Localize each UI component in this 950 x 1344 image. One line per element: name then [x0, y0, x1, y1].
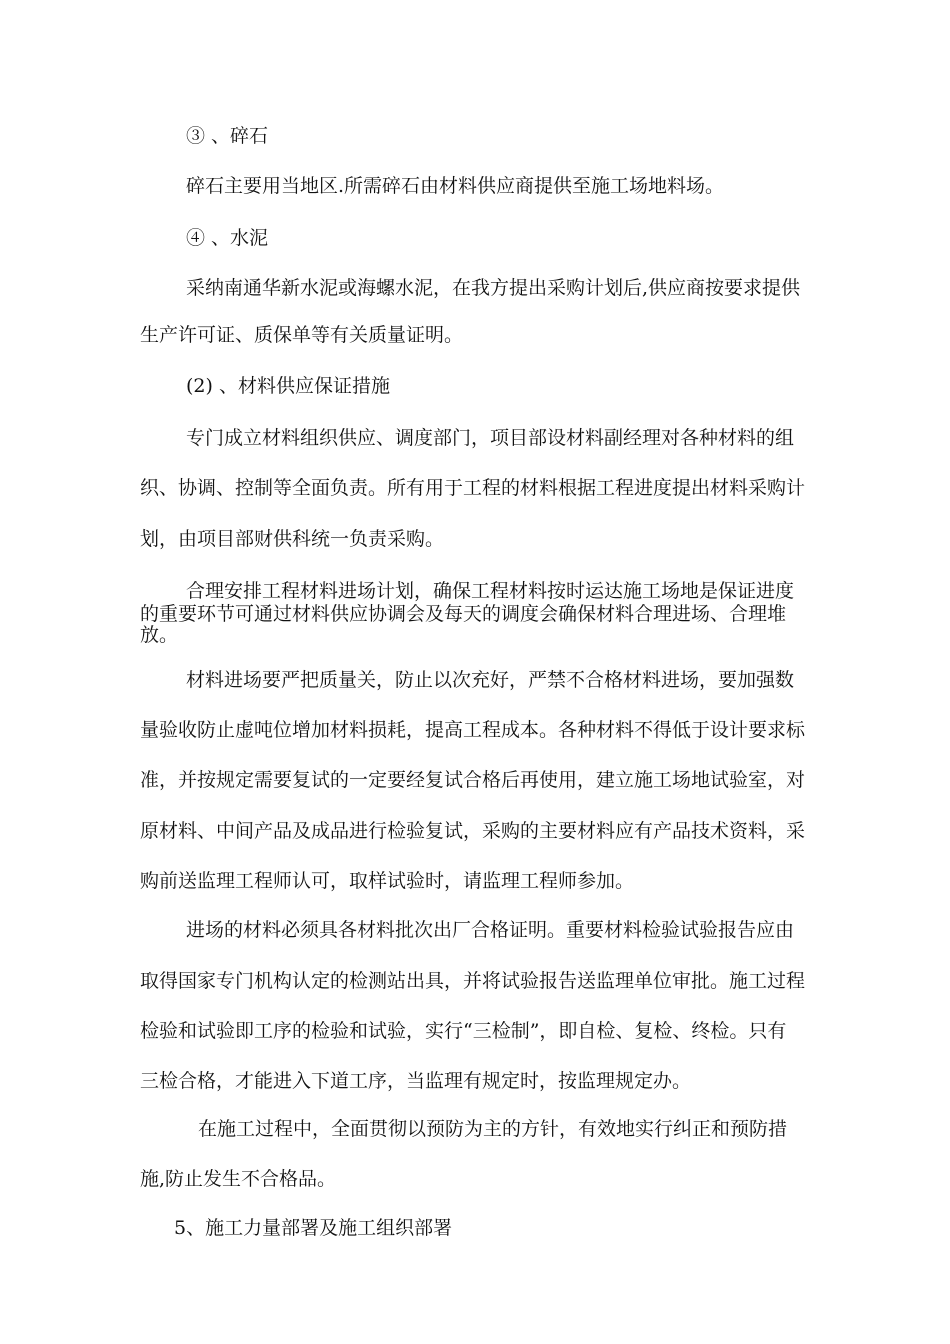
- section-heading-deployment: 5、施工力量部署及施工组织部署: [174, 1217, 453, 1239]
- paragraph-certificate-line: 取得国家专门机构认定的检测站出具，并将试验报告送监理单位审批。施工过程: [140, 970, 806, 992]
- paragraph-plan-line: 放。: [140, 624, 179, 646]
- paragraph-quality-line: 准，并按规定需要复试的一定要经复试合格后再使用，建立施工场地试验室，对: [140, 769, 806, 791]
- paragraph-plan-line: 的重要环节可通过材料供应协调会及每天的调度会确保材料合理进场、合理堆: [140, 603, 787, 625]
- paragraph-quality-line: 购前送监理工程师认可，取样试验时，请监理工程师参加。: [140, 870, 635, 892]
- paragraph-quality-line: 量验收防止虚吨位增加材料损耗，提高工程成本。各种材料不得低于设计要求标: [140, 719, 806, 741]
- paragraph-certificate-line: 三检合格，才能进入下道工序，当监理有规定时，按监理规定办。: [140, 1070, 692, 1092]
- paragraph-plan-line: 合理安排工程材料进场计划，确保工程材料按时运达施工场地是保证进度: [186, 580, 795, 602]
- section-heading-supply-measures: (2) 、材料供应保证措施: [186, 375, 390, 397]
- paragraph-quality-line: 原材料、中间产品及成品进行检验复试，采购的主要材料应有产品技术资料，采: [140, 820, 806, 842]
- paragraph-cement-line: 生产许可证、质保单等有关质量证明。: [140, 324, 464, 346]
- paragraph-certificate-line: 进场的材料必须具各材料批次出厂合格证明。重要材料检验试验报告应由: [186, 919, 795, 941]
- section-heading-gravel: ③ 、碎石: [186, 125, 269, 147]
- paragraph-cement-line: 采纳南通华新水泥或海螺水泥，在我方提出采购计划后,供应商按要求提供: [186, 277, 801, 299]
- paragraph-dept-line: 划，由项目部财供科统一负责采购。: [140, 528, 445, 550]
- paragraph-prevention-line: 在施工过程中，全面贯彻以预防为主的方针，有效地实行纠正和预防措: [198, 1118, 788, 1140]
- paragraph-dept-line: 专门成立材料组织供应、调度部门，项目部设材料副经理对各种材料的组: [186, 427, 795, 449]
- paragraph-gravel: 碎石主要用当地区.所需碎石由材料供应商提供至施工场地料场。: [186, 175, 725, 197]
- paragraph-dept-line: 织、协调、控制等全面负责。所有用于工程的材料根据工程进度提出材料采购计: [140, 477, 806, 499]
- section-heading-cement: ④ 、水泥: [186, 227, 269, 249]
- paragraph-prevention-line: 施,防止发生不合格品。: [140, 1168, 337, 1190]
- paragraph-certificate-line: 检验和试验即工序的检验和试验，实行“三检制”，即自检、复检、终检。只有: [140, 1020, 787, 1042]
- paragraph-quality-line: 材料进场要严把质量关，防止以次充好，严禁不合格材料进场，要加强数: [186, 669, 795, 691]
